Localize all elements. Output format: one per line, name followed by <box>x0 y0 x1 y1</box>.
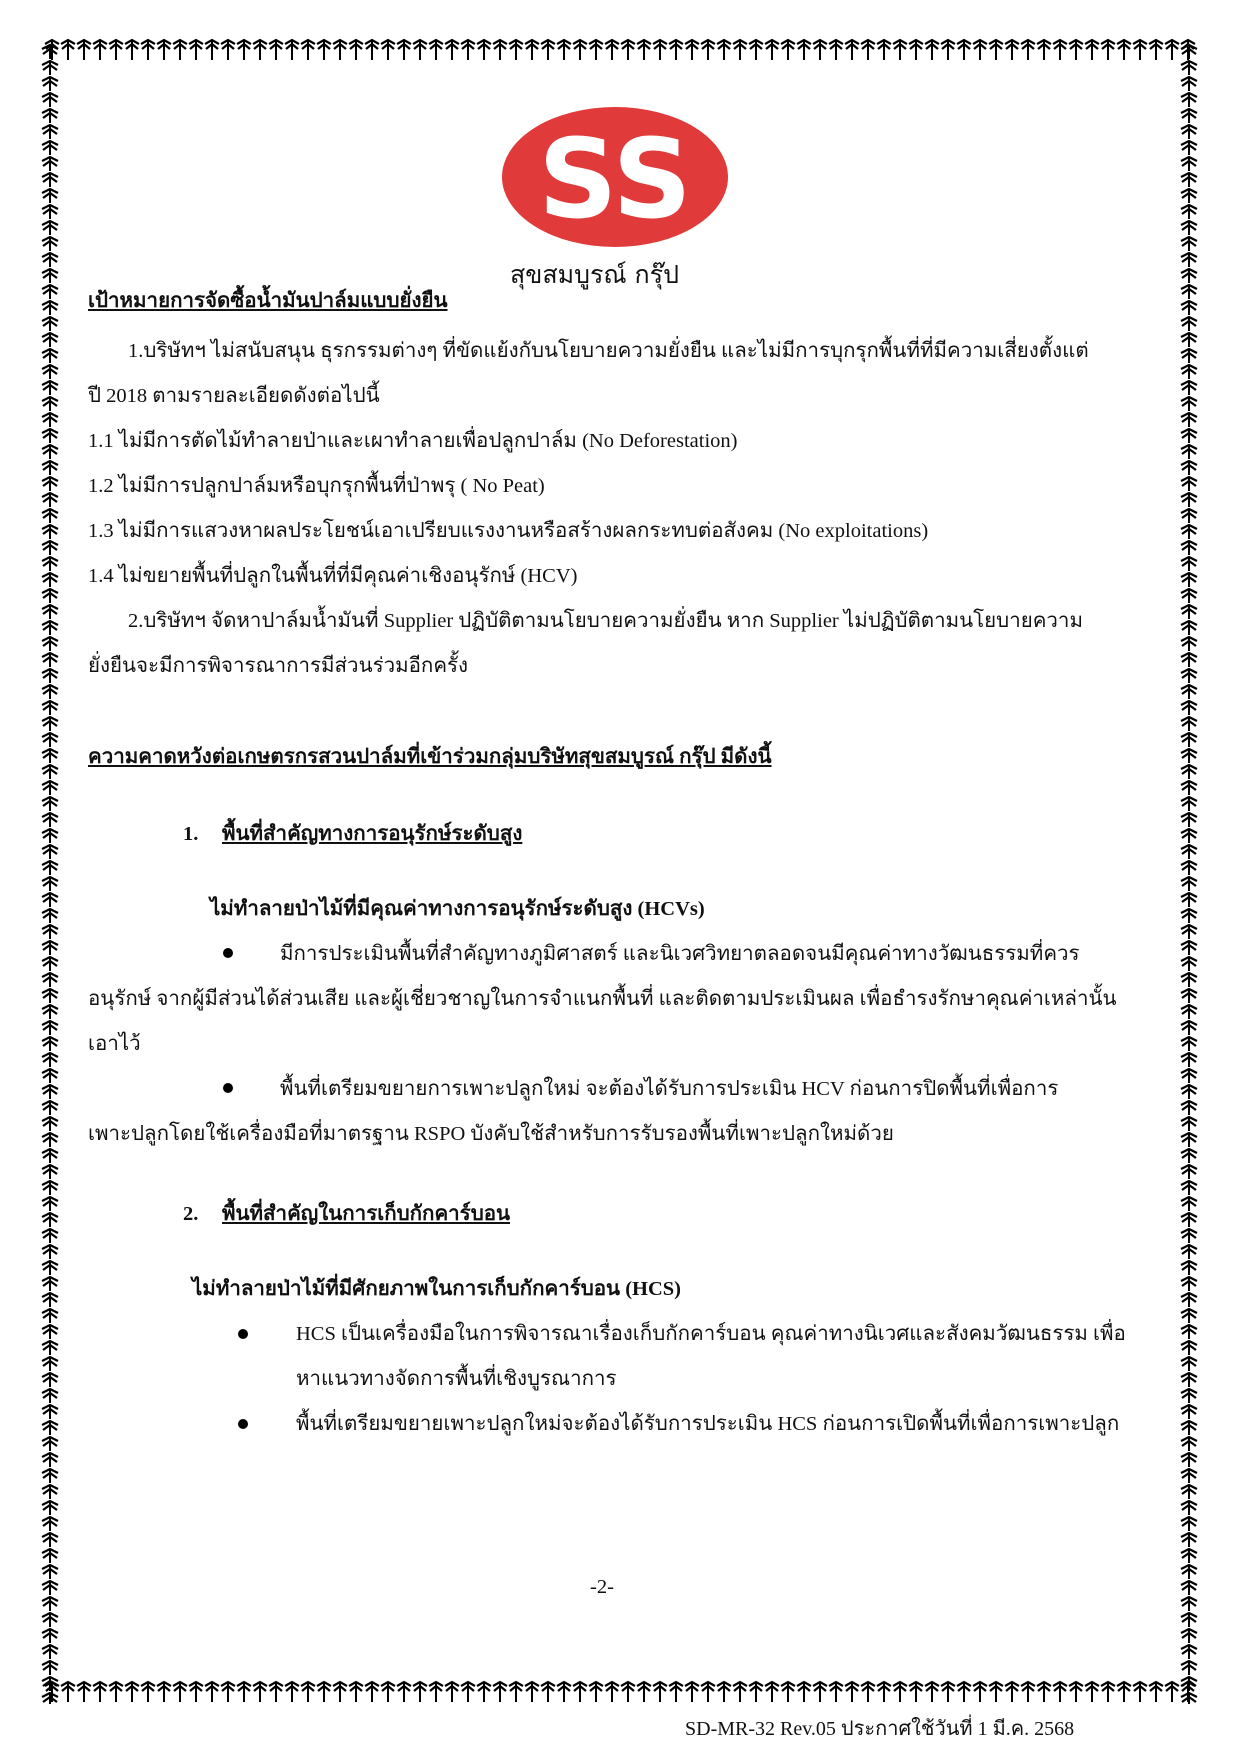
subsection2-title: พื้นที่สำคัญในการเก็บกักคาร์บอน <box>222 1203 511 1225</box>
section1-item: 1.3 ไม่มีการแสวงหาผลประโยชน์เอาเปรียบแรงงานหรือสร้างผลกระทบต่อสังคม (No exploitations) <box>88 520 929 542</box>
page-border-right <box>1177 44 1201 1704</box>
section2-heading: ความคาดหวังต่อเกษตรกรสวนปาล์มที่เข้าร่วมกลุ่มบริษัทสุขสมบูรณ์ กรุ๊ป มีดังนี้ <box>88 746 772 768</box>
page-border-left <box>38 44 62 1704</box>
subsection1-title: พื้นที่สำคัญทางการอนุรักษ์ระดับสูง <box>222 823 523 845</box>
section1-paragraph1-line2: ปี 2018 ตามรายละเอียดดังต่อไปนี้ <box>88 385 380 407</box>
subsection1-lead: ไม่ทำลายป่าไม้ที่มีคุณค่าทางการอนุรักษ์ระดับสูง (HCVs) <box>210 898 705 920</box>
section1-heading: เป้าหมายการจัดซื้อน้ำมันปาล์มแบบยั่งยืน <box>88 290 448 312</box>
bullet-icon <box>223 948 233 958</box>
subsection2-bullet1-line2: หาแนวทางจัดการพื้นที่เชิงบูรณาการ <box>296 1368 617 1390</box>
section1-item: 1.1 ไม่มีการตัดไม้ทำลายป่าและเผาทำลายเพื่อปลูกปาล์ม (No Deforestation) <box>88 430 738 452</box>
subsection2-number: 2. <box>183 1203 199 1225</box>
subsection1-number: 1. <box>183 823 199 845</box>
subsection2-lead: ไม่ทำลายป่าไม้ที่มีศักยภาพในการเก็บกักคาร์บอน (HCS) <box>192 1278 681 1300</box>
subsection1-bullet2-line1: พื้นที่เตรียมขยายการเพาะปลูกใหม่ จะต้องได้รับการประเมิน HCV ก่อนการปิดพื้นที่เพื่อการ <box>280 1078 1059 1100</box>
bullet-icon <box>238 1329 248 1339</box>
subsection1-bullet1-line2: อนุรักษ์ จากผู้มีส่วนได้ส่วนเสีย และผู้เชี่ยวชาญในการจำแนกพื้นที่ และติดตามประเมินผล เพื่อธำรงรักษาคุณค่าเหล่านั้น <box>88 988 1117 1010</box>
section1-item: 1.2 ไม่มีการปลูกปาล์มหรือบุกรุกพื้นที่ป่าพรุ ( No Peat) <box>88 475 545 497</box>
document-footer: SD-MR-32 Rev.05 ประกาศใช้วันที่ 1 มี.ค. 2568 <box>685 1718 1075 1740</box>
page-number: -2- <box>590 1576 614 1598</box>
logo-wordmark: สุขสมบูรณ์ กรุ๊ป <box>510 260 679 289</box>
subsection2-bullet1-line1: HCS เป็นเครื่องมือในการพิจารณาเรื่องเก็บกักคาร์บอน คุณค่าทางนิเวศและสังคมวัฒนธรรม เพื่อ <box>296 1323 1126 1345</box>
bullet-icon <box>238 1419 248 1429</box>
section1-item: 1.4 ไม่ขยายพื้นที่ปลูกในพื้นที่ที่มีคุณค่าเชิงอนุรักษ์ (HCV) <box>88 565 578 587</box>
section1-paragraph2-line2: ยั่งยืนจะมีการพิจารณาการมีส่วนร่วมอีกครั้ง <box>88 655 469 677</box>
subsection2-bullet2-line1: พื้นที่เตรียมขยายเพาะปลูกใหม่จะต้องได้รับการประเมิน HCS ก่อนการเปิดพื้นที่เพื่อการเพาะปลูก <box>296 1413 1120 1435</box>
subsection1-bullet1-line1: มีการประเมินพื้นที่สำคัญทางภูมิศาสตร์ และนิเวศวิทยาตลอดจนมีคุณค่าทางวัฒนธรรมที่ควร <box>280 943 1080 965</box>
subsection1-bullet2-line2: เพาะปลูกโดยใช้เครื่องมือที่มาตรฐาน RSPO บังคับใช้สำหรับการรับรองพื้นที่เพาะปลูกใหม่ด้วย <box>88 1123 894 1145</box>
page-border-bottom <box>44 1680 1196 1704</box>
subsection1-bullet1-line3: เอาไว้ <box>88 1033 141 1055</box>
logo-mark: SS <box>538 115 692 243</box>
company-logo <box>500 105 730 250</box>
section1-paragraph2-line1: 2.บริษัทฯ จัดหาปาล์มน้ำมันที่ Supplier ปฏิบัติตามนโยบายความยั่งยืน หาก Supplier ไม่ปฏิบัติตามนโยบายความ <box>128 610 1083 632</box>
bullet-icon <box>223 1083 233 1093</box>
page-border-top <box>44 38 1196 62</box>
section1-paragraph1-line1: 1.บริษัทฯ ไม่สนับสนุน ธุรกรรมต่างๆ ที่ขัดแย้งกับนโยบายความยั่งยืน และไม่มีการบุกรุกพื้นที่ที่มีความเสี่ยงตั้งแต่ <box>128 340 1089 362</box>
